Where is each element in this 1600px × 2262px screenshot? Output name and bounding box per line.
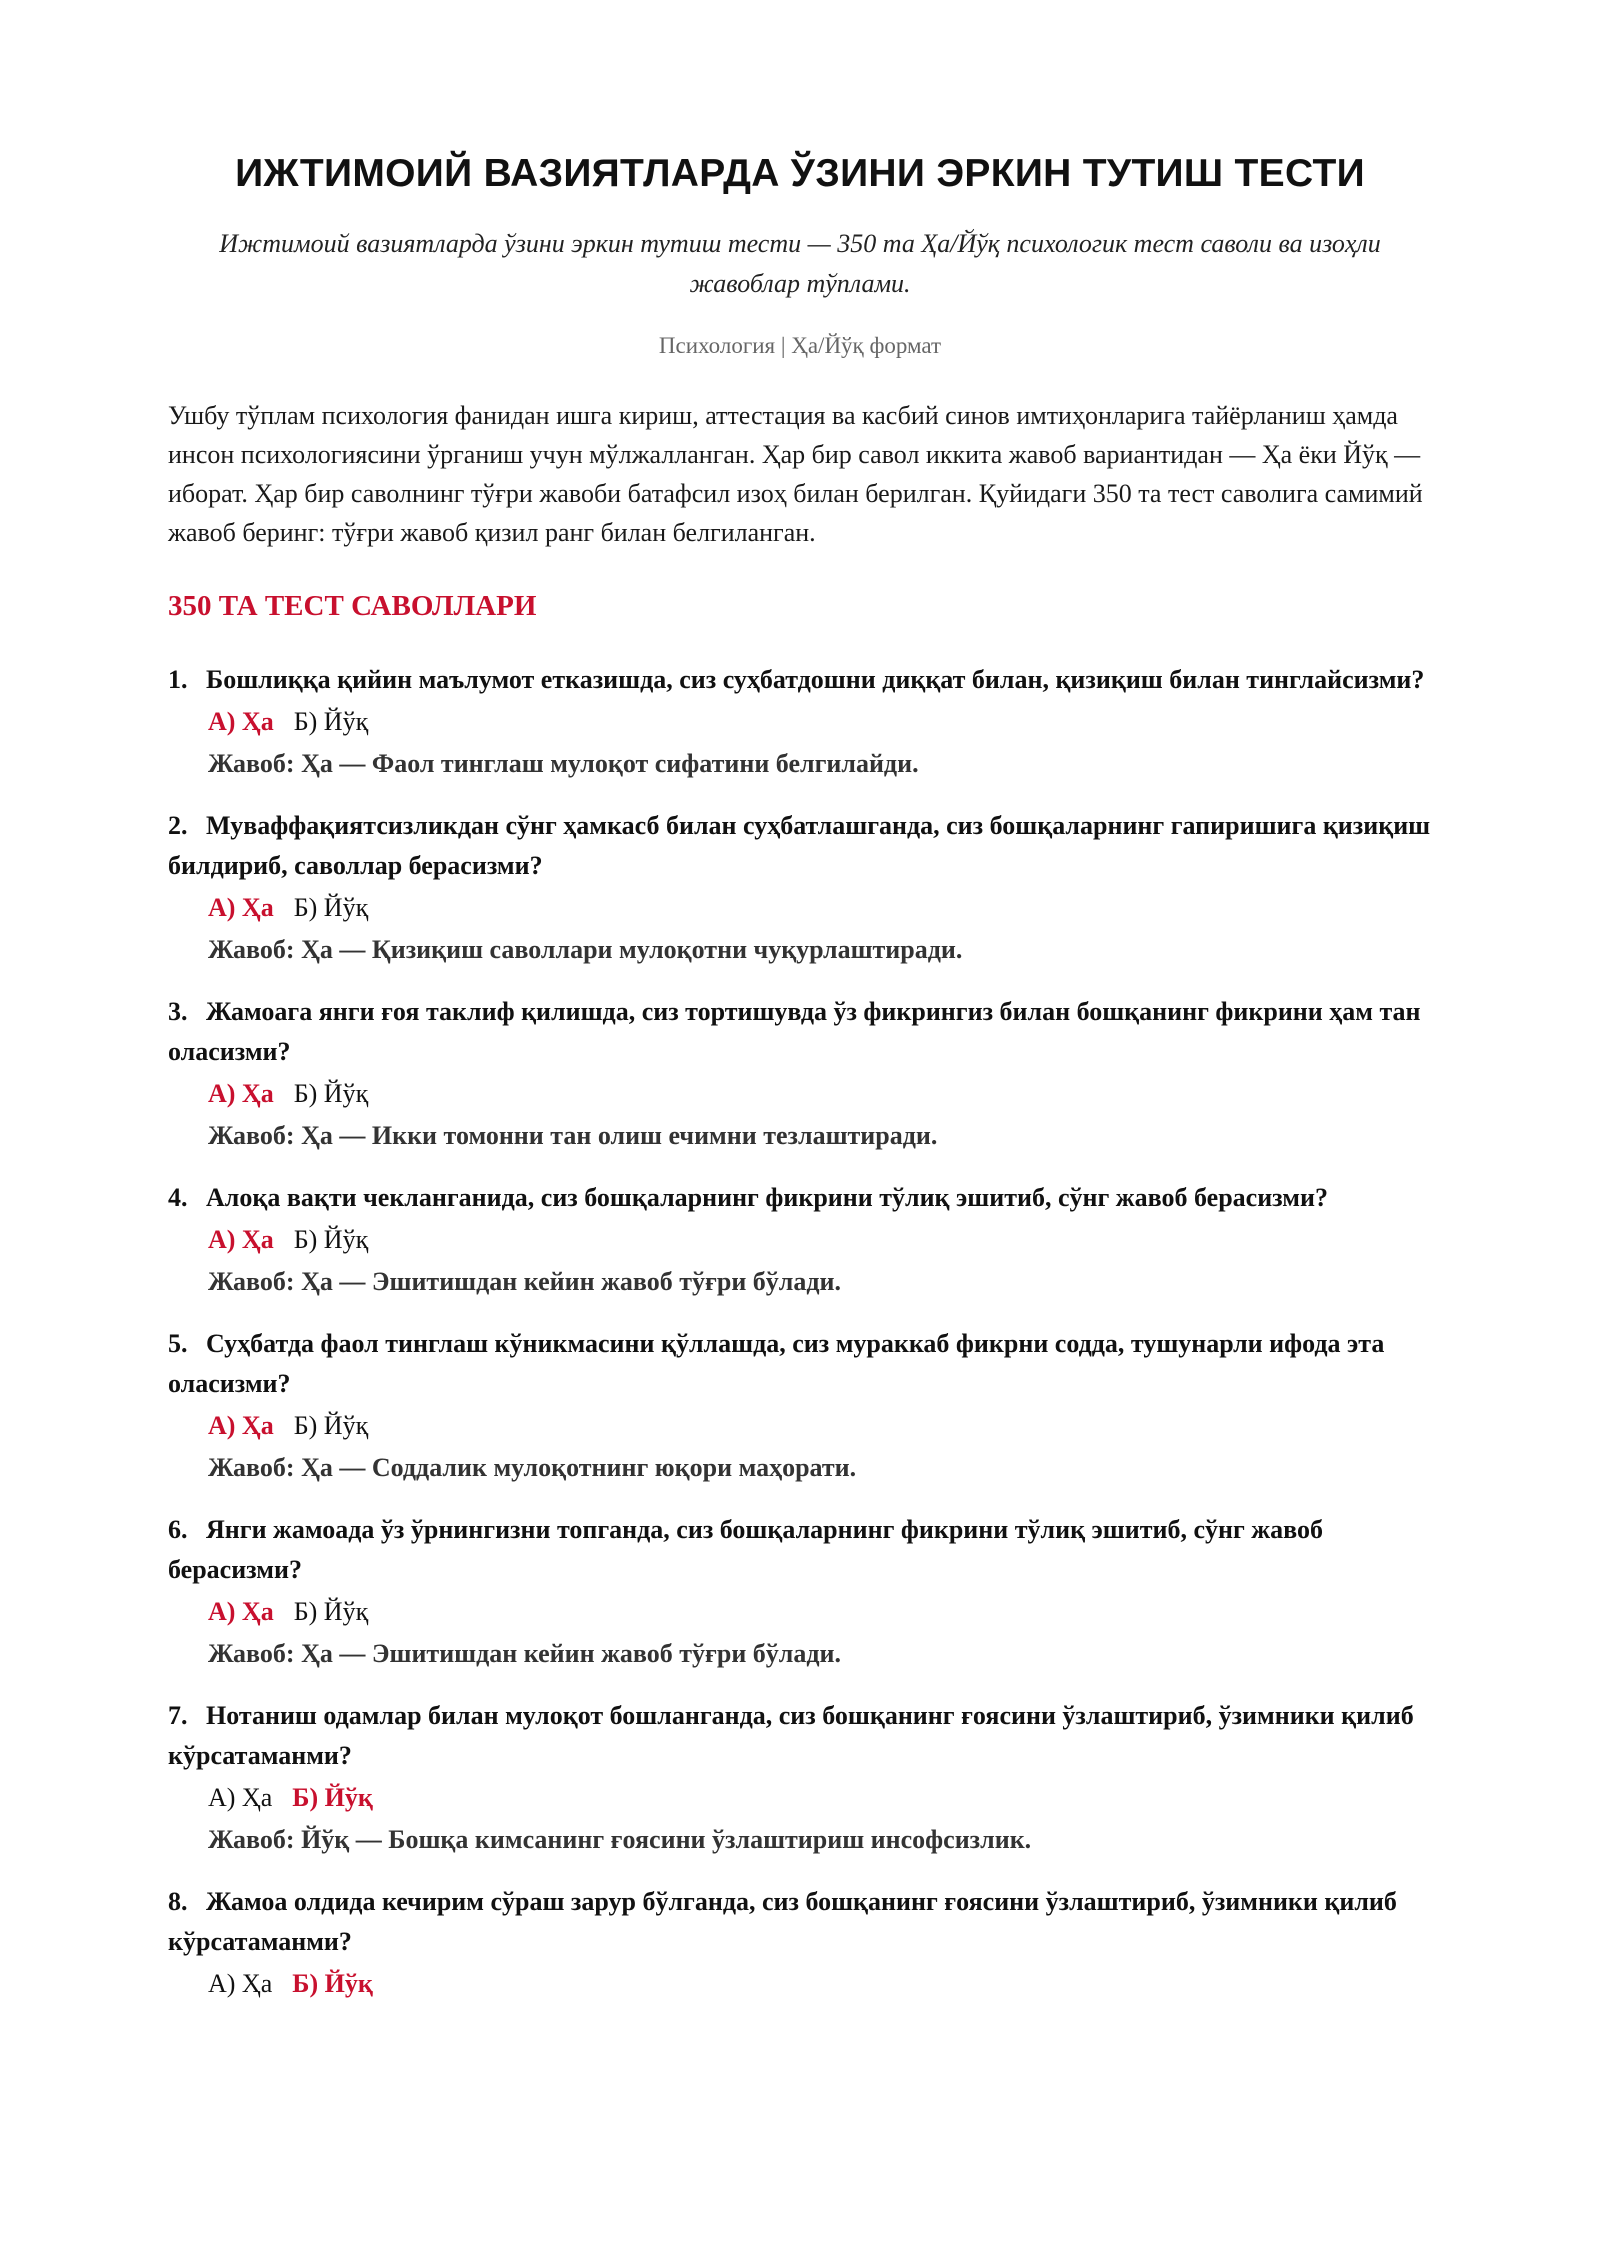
option-a: А) Ҳа — [208, 1225, 274, 1254]
answer-options — [168, 700, 1432, 744]
option-b: Б) Йўқ — [292, 1783, 373, 1812]
intro-paragraph: Ушбу тўплам психология фанидан ишга кириш, аттестация ва касбий синов имтиҳонларига тайёрланиш ҳамда инсон психологиясини ўрганиш учун мўлжалланган. Ҳар бир савол иккита жавоб вариантидан — Ҳа ёки Йўқ — иборат. Ҳар бир саволнинг тўғри жавоби батафсил изоҳ билан берилган. Қуйидаги 350 та тест саволига самимий жавоб беринг: тўғри жавоб қизил ранг билан белгиланган. — [168, 401, 1423, 547]
page-title: ИЖТИМОИЙ ВАЗИЯТЛАРДА ЎЗИНИ ЭРКИН ТУТИШ ТЕСТИ — [235, 152, 1365, 195]
question-text — [168, 1882, 1432, 1962]
question-text — [168, 660, 1432, 700]
option-a: А) Ҳа — [208, 893, 274, 922]
answer-explanation: Жавоб: Ҳа — Қизиқиш саволлари мулоқотни чуқурлаштиради. — [208, 935, 963, 964]
option-a: А) Ҳа — [208, 1597, 274, 1626]
option-b: Б) Йўқ — [293, 893, 369, 922]
option-b: Б) Йўқ — [292, 1969, 373, 1998]
answer-explanation: Жавоб: Ҳа — Икки томонни тан олиш ечимни тезлаштиради. — [208, 1121, 938, 1150]
question-number: 6. — [168, 1515, 188, 1544]
answer-explanation: Жавоб: Ҳа — Эшитишдан кейин жавоб тўғри бўлади. — [208, 1639, 842, 1668]
question-list — [168, 660, 1432, 2006]
option-a: А) Ҳа — [208, 1783, 273, 1812]
option-b: Б) Йўқ — [293, 1597, 369, 1626]
answer-options — [168, 1776, 1432, 1820]
answer-options — [168, 1218, 1432, 1262]
question-number: 4. — [168, 1183, 188, 1212]
question-number: 2. — [168, 811, 188, 840]
section-heading: 350 ТА ТЕСТ САВОЛЛАРИ — [168, 590, 537, 622]
option-b: Б) Йўқ — [293, 707, 369, 736]
question-body: Жамоага янги ғоя таклиф қилишда, сиз тортишувда ўз фикрингиз билан бошқанинг фикрини ҳам тан оласизми? — [168, 997, 1421, 1066]
question-item — [168, 1510, 1432, 1674]
question-text — [168, 1178, 1432, 1218]
question-item — [168, 1178, 1432, 1302]
question-item — [168, 1696, 1432, 1860]
answer-explanation: Жавоб: Ҳа — Фаол тинглаш мулоқот сифатини белгилайди. — [208, 749, 919, 778]
question-body: Бошлиққа қийин маълумот етказишда, сиз суҳбатдошни диққат билан, қизиқиш билан тинглайсизми? — [206, 665, 1425, 694]
question-item — [168, 992, 1432, 1156]
page-subtitle: Ижтимоий вазиятларда ўзини эркин тутиш тести — 350 та Ҳа/Йўқ психологик тест саволи ва изоҳли жавоблар тўплами. — [219, 229, 1381, 298]
question-body: Янги жамоада ўз ўрнингизни топганда, сиз бошқаларнинг фикрини тўлиқ эшитиб, сўнг жавоб берасизми? — [168, 1515, 1324, 1584]
question-item — [168, 660, 1432, 784]
question-body: Жамоа олдида кечирим сўраш зарур бўлганда, сиз бошқанинг ғоясини ўзлаштириб, ўзимники қилиб кўрсатаманми? — [168, 1887, 1397, 1956]
answer-explanation: Жавоб: Ҳа — Эшитишдан кейин жавоб тўғри бўлади. — [208, 1267, 842, 1296]
question-body: Муваффақиятсизликдан сўнг ҳамкасб билан суҳбатлашганда, сиз бошқаларнинг гапиришига қизиқиш билдириб, саволлар берасизми? — [168, 811, 1431, 880]
question-text — [168, 1324, 1432, 1404]
answer-options — [168, 886, 1432, 930]
question-number: 5. — [168, 1329, 188, 1358]
question-text — [168, 992, 1432, 1072]
option-b: Б) Йўқ — [293, 1225, 369, 1254]
question-number: 8. — [168, 1887, 188, 1916]
option-a: А) Ҳа — [208, 1411, 274, 1440]
question-body: Суҳбатда фаол тинглаш кўникмасини қўллашда, сиз мураккаб фикрни содда, тушунарли ифода эта оласизми? — [168, 1329, 1385, 1398]
question-text — [168, 806, 1432, 886]
option-b: Б) Йўқ — [293, 1079, 369, 1108]
answer-options — [168, 1962, 1432, 2006]
option-a: А) Ҳа — [208, 1079, 274, 1108]
category-meta: Психология | Ҳа/Йўқ формат — [658, 333, 942, 358]
question-text — [168, 1510, 1432, 1590]
option-a: А) Ҳа — [208, 1969, 273, 1998]
answer-options — [168, 1590, 1432, 1634]
question-item — [168, 1882, 1432, 2006]
question-item — [168, 806, 1432, 970]
question-number: 3. — [168, 997, 188, 1026]
answer-explanation: Жавоб: Йўқ — Бошқа кимсанинг ғоясини ўзлаштириш инсофсизлик. — [208, 1825, 1032, 1854]
question-text — [168, 1696, 1432, 1776]
answer-options — [168, 1072, 1432, 1116]
question-number: 1. — [168, 665, 188, 694]
answer-explanation: Жавоб: Ҳа — Соддалик мулоқотнинг юқори маҳорати. — [208, 1453, 857, 1482]
question-body: Алоқа вақти чекланганида, сиз бошқаларнинг фикрини тўлиқ эшитиб, сўнг жавоб берасизми? — [206, 1183, 1328, 1212]
question-item — [168, 1324, 1432, 1488]
option-a: А) Ҳа — [208, 707, 274, 736]
answer-options — [168, 1404, 1432, 1448]
question-number: 7. — [168, 1701, 188, 1730]
option-b: Б) Йўқ — [293, 1411, 369, 1440]
question-body: Нотаниш одамлар билан мулоқот бошланганда, сиз бошқанинг ғоясини ўзлаштириб, ўзимники қилиб кўрсатаманми? — [168, 1701, 1414, 1770]
